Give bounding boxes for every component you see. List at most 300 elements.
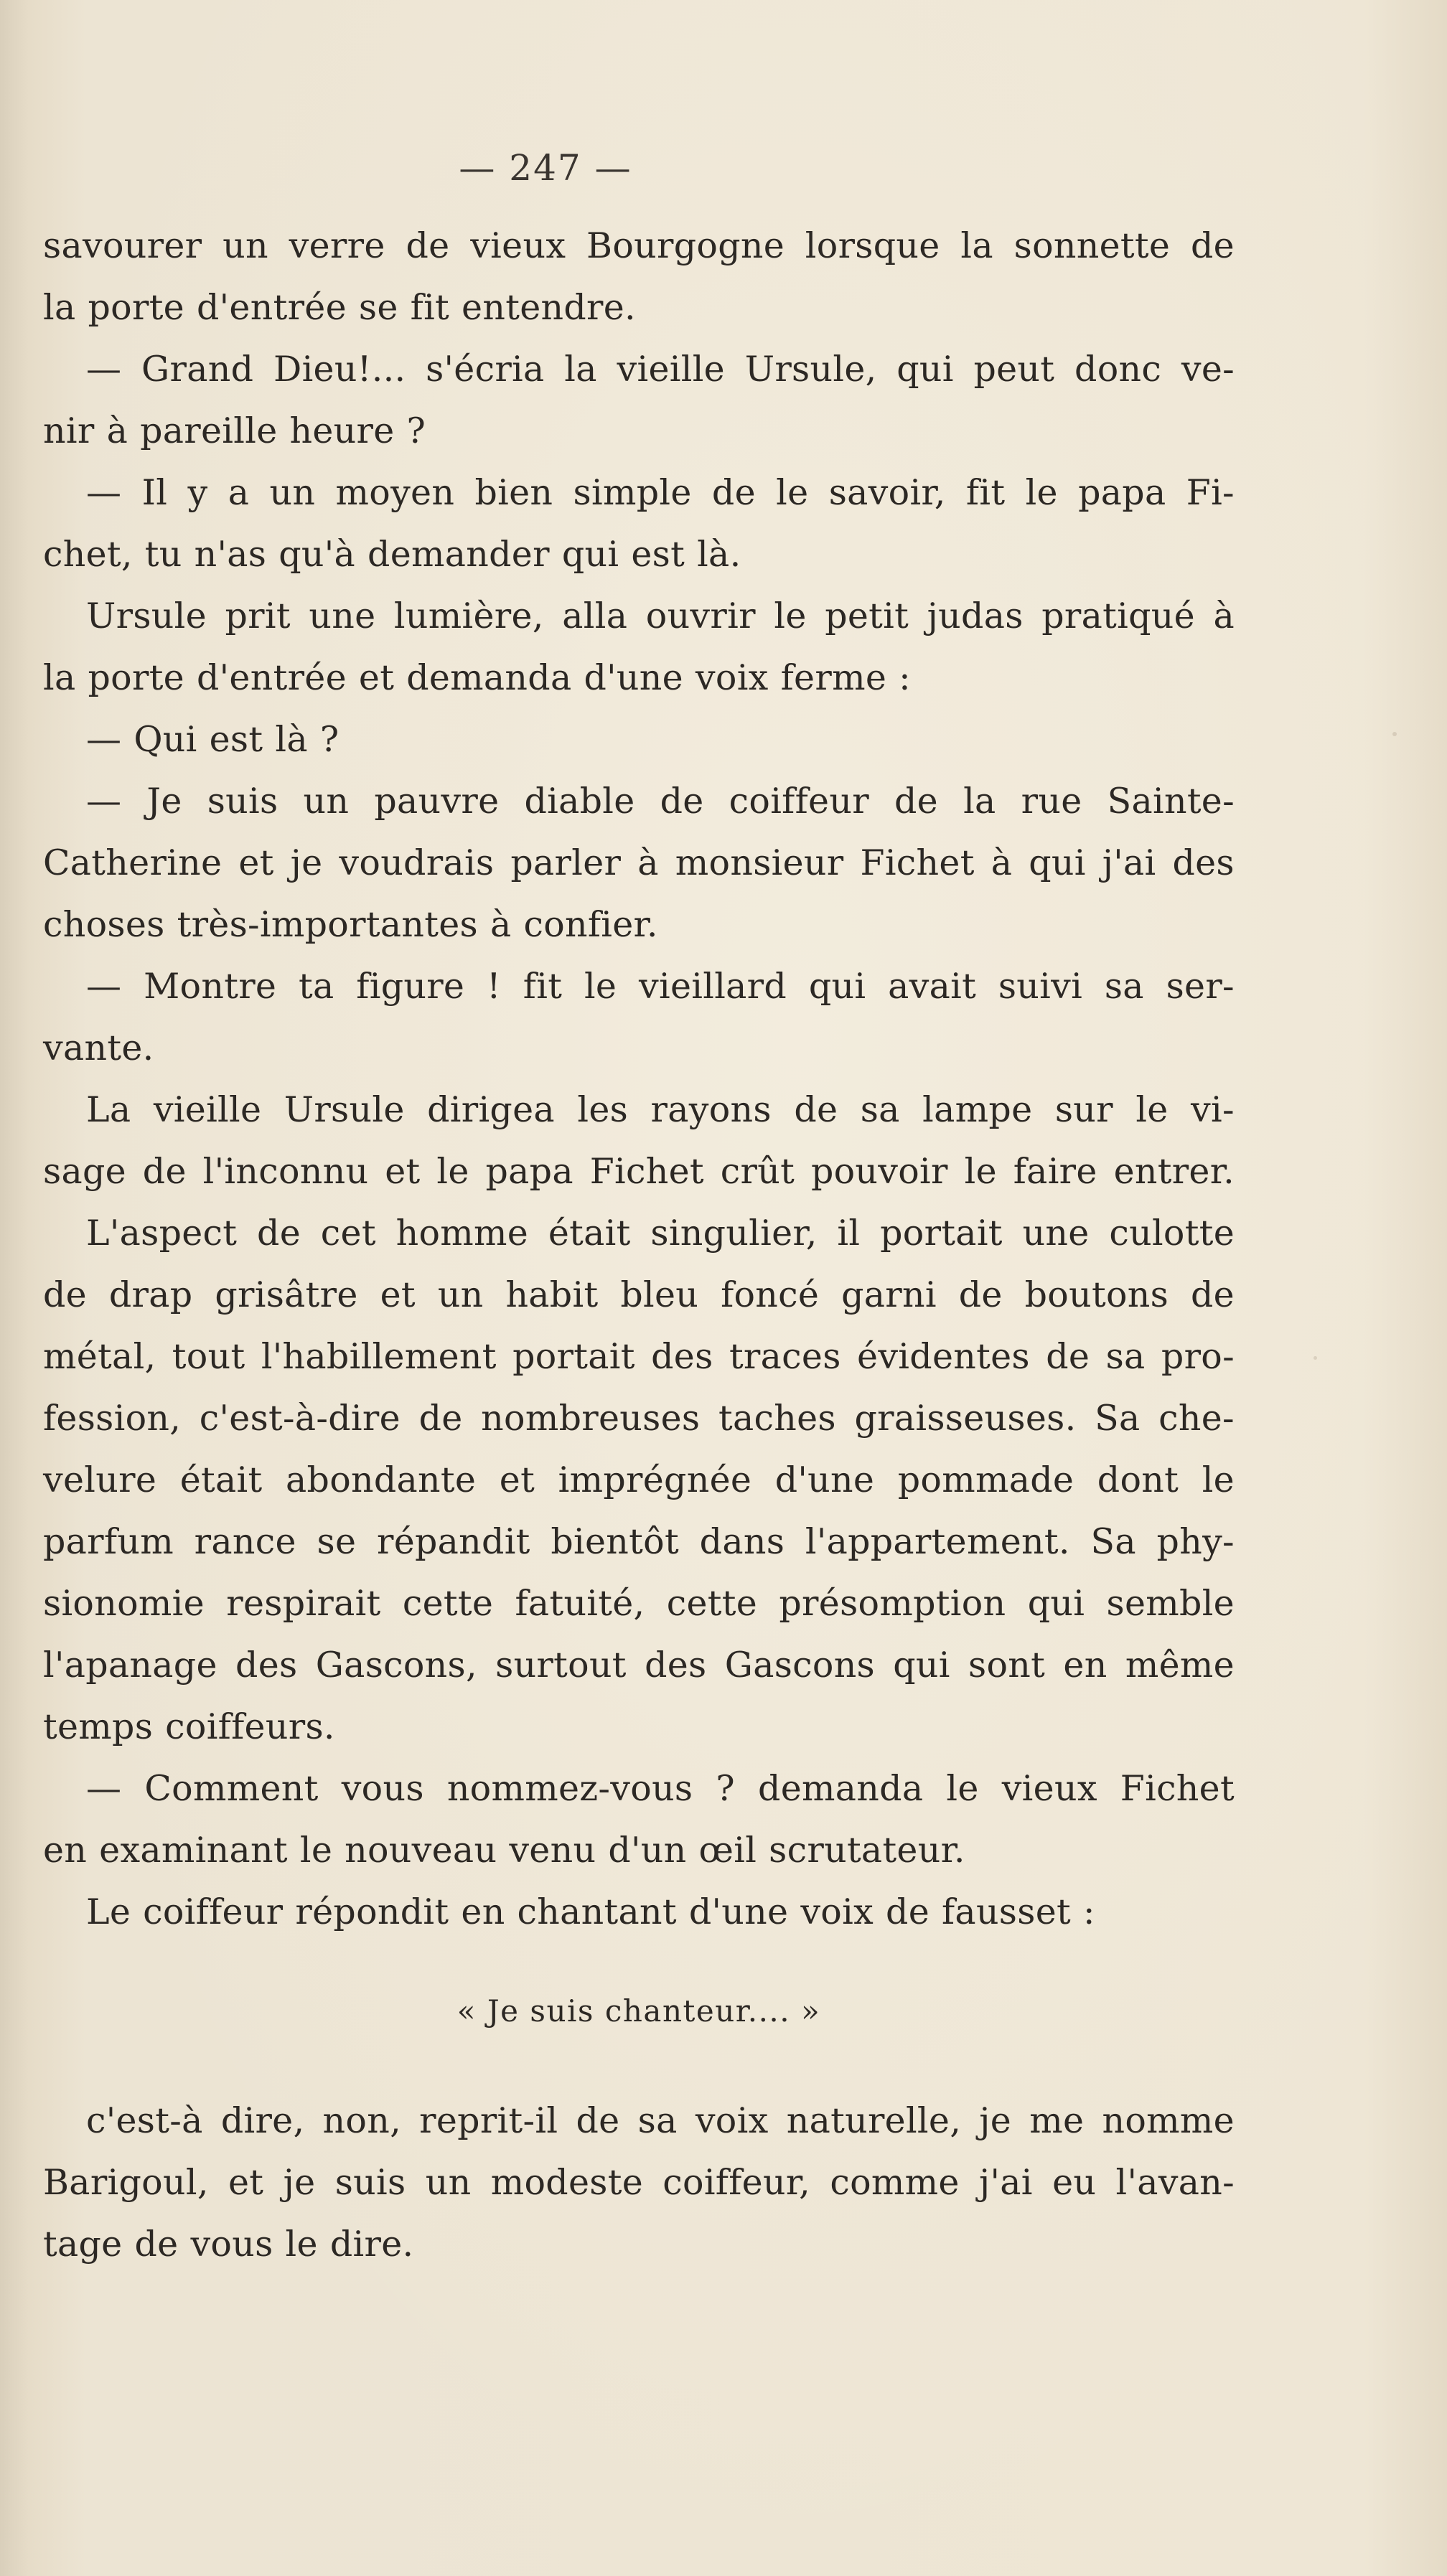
word: vous (190, 2224, 273, 2265)
word: l'appartement. (805, 1521, 1070, 1562)
word: habit (505, 1274, 599, 1315)
text-line (43, 339, 1235, 400)
word: Je (146, 781, 182, 822)
word: chet, (43, 534, 133, 575)
word: qui (808, 966, 866, 1007)
word: qui (561, 534, 619, 575)
word: de (1190, 225, 1235, 266)
word: l'habillement (261, 1336, 497, 1377)
word: fit (410, 287, 450, 328)
page-number: — 247 — (459, 147, 632, 189)
word: un (425, 2162, 472, 2203)
word: j'ai (979, 2162, 1033, 2203)
text-line (43, 1881, 1235, 1943)
word: Fi- (1186, 472, 1235, 513)
word: velure (43, 1459, 157, 1500)
word: ferme (780, 657, 887, 698)
word: ! (487, 966, 502, 1007)
word: chantant (517, 1891, 677, 1932)
word: et (499, 1459, 535, 1500)
word: était (179, 1459, 263, 1500)
word: confier. (523, 904, 658, 945)
word: demanda (406, 657, 572, 698)
word: La (86, 1089, 131, 1130)
word: petit (825, 596, 909, 636)
word: sont (968, 1645, 1046, 1686)
word: comme (830, 2162, 960, 2203)
word: singulier, (650, 1213, 818, 1254)
word: vieux (1001, 1768, 1097, 1809)
word: la (963, 781, 996, 822)
word: des (1172, 842, 1235, 883)
word: ? (716, 1768, 735, 1809)
word: vieux (470, 225, 566, 266)
word: figure (356, 966, 465, 1007)
song-line (43, 1943, 1235, 2090)
word: crût (720, 1151, 795, 1192)
word: alla (562, 596, 628, 636)
word: drap (108, 1274, 193, 1315)
word: et (358, 657, 395, 698)
word: nombreuses (481, 1398, 701, 1439)
word: le (299, 1830, 333, 1871)
word: Bourgogne (586, 225, 785, 266)
word: nomme (1102, 2100, 1235, 2141)
word: à (637, 842, 659, 883)
word: il (837, 1213, 861, 1254)
word: en (1063, 1645, 1108, 1686)
word: Qui (134, 719, 197, 760)
text-line (43, 1264, 1235, 1326)
word: prit (225, 596, 291, 636)
word: monsieur (675, 842, 844, 883)
word: vieille (617, 349, 725, 390)
word: le (774, 596, 807, 636)
word: foncé (721, 1274, 820, 1315)
word: tage (43, 2224, 123, 2265)
word: d'un (608, 1830, 687, 1871)
word: d'une (688, 1891, 789, 1932)
word: — (86, 719, 122, 760)
word: voix (800, 1891, 874, 1932)
word: ta (299, 966, 334, 1007)
word: dirigea (427, 1089, 555, 1130)
word: de (257, 1213, 301, 1254)
text-line (43, 709, 1235, 771)
word: lumière, (393, 596, 544, 636)
word: Le (86, 1891, 131, 1932)
word: faire (1013, 1151, 1097, 1192)
word: qui (896, 349, 954, 390)
word: respirait (226, 1583, 381, 1624)
word: n'as (194, 534, 267, 575)
word: Ursule (86, 596, 207, 636)
word: entrer. (1113, 1151, 1235, 1192)
text-line (43, 1758, 1235, 1820)
word: la (960, 225, 993, 266)
word: j'ai (1102, 842, 1156, 883)
word: modeste (490, 2162, 643, 2203)
word: — (86, 781, 122, 822)
word: fatuité, (515, 1583, 645, 1624)
word: Grand (141, 349, 254, 390)
word: non, (322, 2100, 401, 2141)
word: grisâtre (215, 1274, 358, 1315)
word: me (1029, 2100, 1085, 2141)
word: se (358, 287, 398, 328)
word: sa (1105, 1336, 1146, 1377)
word: portait (512, 1336, 635, 1377)
word: dans (699, 1521, 785, 1562)
word: sage (43, 1151, 126, 1192)
word: le (1202, 1459, 1235, 1500)
word: parler (510, 842, 622, 883)
word: pauvre (374, 781, 500, 822)
word: vieillard (639, 966, 787, 1007)
text-line (43, 2090, 1235, 2152)
word: l'avan- (1115, 2162, 1235, 2203)
word: Montre (144, 966, 277, 1007)
word: moyen (335, 472, 455, 513)
word: métal, (43, 1336, 156, 1377)
word: de (711, 472, 756, 513)
word: bientôt (551, 1521, 679, 1562)
word: Gascons, (315, 1645, 477, 1686)
word: œil (698, 1830, 757, 1871)
word: surtout (495, 1645, 627, 1686)
word: voix (695, 2100, 769, 2141)
word: garni (841, 1274, 937, 1315)
word: Fichet (589, 1151, 704, 1192)
word: sa (637, 2100, 678, 2141)
word: coiffeur (729, 781, 869, 822)
word: des (645, 1645, 707, 1686)
text-line (43, 832, 1235, 894)
word: scrutateur. (769, 1830, 965, 1871)
text-line (43, 586, 1235, 647)
text-line (43, 1635, 1235, 1696)
word: là. (697, 534, 741, 575)
word: ? (406, 410, 426, 451)
word: à (991, 842, 1013, 883)
word: sa (860, 1089, 900, 1130)
word: rue (1021, 781, 1082, 822)
word: l'inconnu (202, 1151, 369, 1192)
text-body (43, 215, 1235, 2275)
word: Ursule (284, 1089, 405, 1130)
word: qu'à (278, 534, 356, 575)
word: le (285, 2224, 318, 2265)
word: taches (718, 1398, 836, 1439)
text-line (43, 1017, 1235, 1079)
word: cet (320, 1213, 376, 1254)
word: des (651, 1336, 713, 1377)
word: abondante (286, 1459, 477, 1500)
text-line (43, 1696, 1235, 1758)
text-line (43, 1388, 1235, 1449)
word: à (1213, 596, 1235, 636)
word: porte (88, 657, 184, 698)
text-line (43, 277, 1235, 339)
text-line (43, 1573, 1235, 1635)
word: le (964, 1151, 997, 1192)
word: de (576, 2100, 620, 2141)
word: de (43, 1274, 87, 1315)
word: homme (395, 1213, 529, 1254)
word: et (380, 1274, 416, 1315)
word: heure (289, 410, 395, 451)
word: demander (367, 534, 550, 575)
word: : (1083, 1891, 1095, 1932)
text-line (43, 956, 1235, 1017)
word: de (794, 1089, 838, 1130)
word: vi- (1191, 1089, 1235, 1130)
paper-speck (1313, 1356, 1317, 1360)
word: papa (1078, 472, 1166, 513)
word: phy- (1156, 1521, 1235, 1562)
word: bleu (620, 1274, 699, 1315)
text-line (43, 894, 1235, 956)
word: répondit (295, 1891, 449, 1932)
text-line (43, 1449, 1235, 1511)
word: ser- (1166, 966, 1235, 1007)
word: Barigoul, (43, 2162, 209, 2203)
word: et (228, 2162, 264, 2203)
word: coiffeur, (662, 2162, 811, 2203)
word: de (142, 1151, 187, 1192)
word: coiffeurs. (165, 1706, 335, 1747)
word: peut (973, 349, 1055, 390)
word: lorsque (805, 225, 940, 266)
word: sonnette (1013, 225, 1171, 266)
word: évidentes (857, 1336, 1030, 1377)
text-line (43, 400, 1235, 462)
word: savourer (43, 225, 202, 266)
text-line (43, 215, 1235, 277)
word: suivi (998, 966, 1083, 1007)
word: et (385, 1151, 421, 1192)
word: en (461, 1891, 505, 1932)
word: suis (207, 781, 278, 822)
text-line (43, 1511, 1235, 1573)
text-line (43, 2214, 1235, 2275)
word: voix (695, 657, 769, 698)
word: tout (172, 1336, 245, 1377)
word: là (275, 719, 308, 760)
word: demanda (758, 1768, 924, 1809)
word: naturelle, (786, 2100, 962, 2141)
word: le (436, 1151, 469, 1192)
text-line (43, 647, 1235, 709)
word: rance (194, 1521, 296, 1562)
word: vous (341, 1768, 424, 1809)
word: et (238, 842, 274, 883)
word: lampe (922, 1089, 1033, 1130)
word: un (437, 1274, 484, 1315)
word: s'écria (426, 349, 545, 390)
word: la (564, 349, 597, 390)
word: L'aspect (86, 1213, 238, 1254)
word: le (776, 472, 809, 513)
word: imprégnée (558, 1459, 752, 1500)
word: qui (1027, 1583, 1085, 1624)
word: un (223, 225, 268, 266)
word: bien (474, 472, 553, 513)
word: ouvrir (645, 596, 756, 636)
word: fit (965, 472, 1006, 513)
word: d'une (584, 657, 683, 698)
word: boutons (1024, 1274, 1169, 1315)
song-text: « Je suis chanteur.... » (456, 1993, 821, 2029)
word: c'est-à (86, 2100, 203, 2141)
word: sa (1104, 966, 1144, 1007)
word: pareille (140, 410, 278, 451)
word: Gascons (724, 1645, 875, 1686)
text-line (43, 1079, 1235, 1141)
word: le (1025, 472, 1058, 513)
word: che- (1158, 1398, 1235, 1439)
word: : (899, 657, 911, 698)
word: temps (43, 1706, 154, 1747)
word: portait (880, 1213, 1003, 1254)
word: graisseuses. (854, 1398, 1077, 1439)
word: un (303, 781, 350, 822)
word: une (309, 596, 376, 636)
text-line (43, 771, 1235, 832)
word: — (86, 349, 122, 390)
text-line (43, 1820, 1235, 1881)
word: savoir, (828, 472, 946, 513)
word: vieille (153, 1089, 262, 1130)
word: verre (289, 225, 385, 266)
word: dire. (329, 2224, 414, 2265)
word: nommez-vous (446, 1768, 693, 1809)
word: — (86, 472, 122, 513)
word: un (269, 472, 316, 513)
word: Dieu!... (273, 349, 406, 390)
word: suis (334, 2162, 406, 2203)
text-line (43, 462, 1235, 524)
word: est (209, 719, 263, 760)
word: venu (509, 1830, 596, 1871)
word: Il (141, 472, 168, 513)
word: sionomie (43, 1583, 205, 1624)
word: une (1022, 1213, 1090, 1254)
word: en (43, 1830, 88, 1871)
word: de (406, 225, 450, 266)
word: qui (1029, 842, 1086, 883)
text-line (43, 524, 1235, 586)
word: Ursule, (744, 349, 877, 390)
word: avait (888, 966, 977, 1007)
word: était (548, 1213, 631, 1254)
word: Sa (1095, 1398, 1141, 1439)
word: le (1135, 1089, 1169, 1130)
word: le (584, 966, 617, 1007)
word: dont (1097, 1459, 1179, 1500)
word: fit (523, 966, 563, 1007)
word: pouvoir (810, 1151, 948, 1192)
word: à (490, 904, 512, 945)
word: de (134, 2224, 179, 2265)
word: se (317, 1521, 357, 1562)
word: fausset (942, 1891, 1071, 1932)
word: la (43, 287, 76, 328)
word: voudrais (339, 842, 495, 883)
word: Sa (1090, 1521, 1136, 1562)
text-line (43, 2152, 1235, 2214)
word: de (1190, 1274, 1235, 1315)
word: reprit-il (419, 2100, 558, 2141)
word: cette (666, 1583, 758, 1624)
word: — (86, 1768, 122, 1809)
word: ? (319, 719, 339, 760)
text-line (43, 1326, 1235, 1388)
word: donc (1074, 349, 1162, 390)
word: papa (485, 1151, 573, 1192)
word: des (235, 1645, 298, 1686)
word: d'entrée (196, 657, 347, 698)
word: Catherine (43, 842, 223, 883)
word: de (958, 1274, 1003, 1315)
word: nouveau (345, 1830, 497, 1871)
paper-speck (1392, 732, 1397, 736)
word: sur (1054, 1089, 1113, 1130)
word: de (894, 781, 938, 822)
word: de (886, 1891, 929, 1932)
paper-speck (847, 990, 850, 993)
word: présomption (779, 1583, 1006, 1624)
word: je (979, 2100, 1012, 2141)
word: pro- (1161, 1336, 1235, 1377)
word: à (106, 410, 128, 451)
word: semble (1106, 1583, 1235, 1624)
word: Fichet (860, 842, 975, 883)
word: a (228, 472, 250, 513)
word: de (418, 1398, 463, 1439)
word: choses (43, 904, 165, 945)
word: porte (88, 287, 184, 328)
word: judas (927, 596, 1024, 636)
word: cette (402, 1583, 494, 1624)
word: les (577, 1089, 629, 1130)
word: nir (43, 410, 95, 451)
word: entendre. (462, 287, 636, 328)
word: d'entrée (196, 287, 347, 328)
word: Comment (144, 1768, 319, 1809)
word: — (86, 966, 122, 1007)
word: parfum (43, 1521, 174, 1562)
word: pratiqué (1041, 596, 1195, 636)
word: ve- (1181, 349, 1235, 390)
word: d'une (774, 1459, 875, 1500)
word: y (187, 472, 208, 513)
word: Fichet (1120, 1768, 1235, 1809)
word: le (946, 1768, 979, 1809)
word: je (283, 2162, 316, 2203)
word: coiffeur (143, 1891, 284, 1932)
word: l'apanage (43, 1645, 217, 1686)
word: simple (573, 472, 692, 513)
word: est (631, 534, 685, 575)
word: de (660, 781, 704, 822)
word: je (290, 842, 323, 883)
word: Sainte- (1107, 781, 1235, 822)
word: de (1046, 1336, 1090, 1377)
word: fession, (43, 1398, 182, 1439)
word: même (1125, 1645, 1235, 1686)
word: eu (1052, 2162, 1097, 2203)
